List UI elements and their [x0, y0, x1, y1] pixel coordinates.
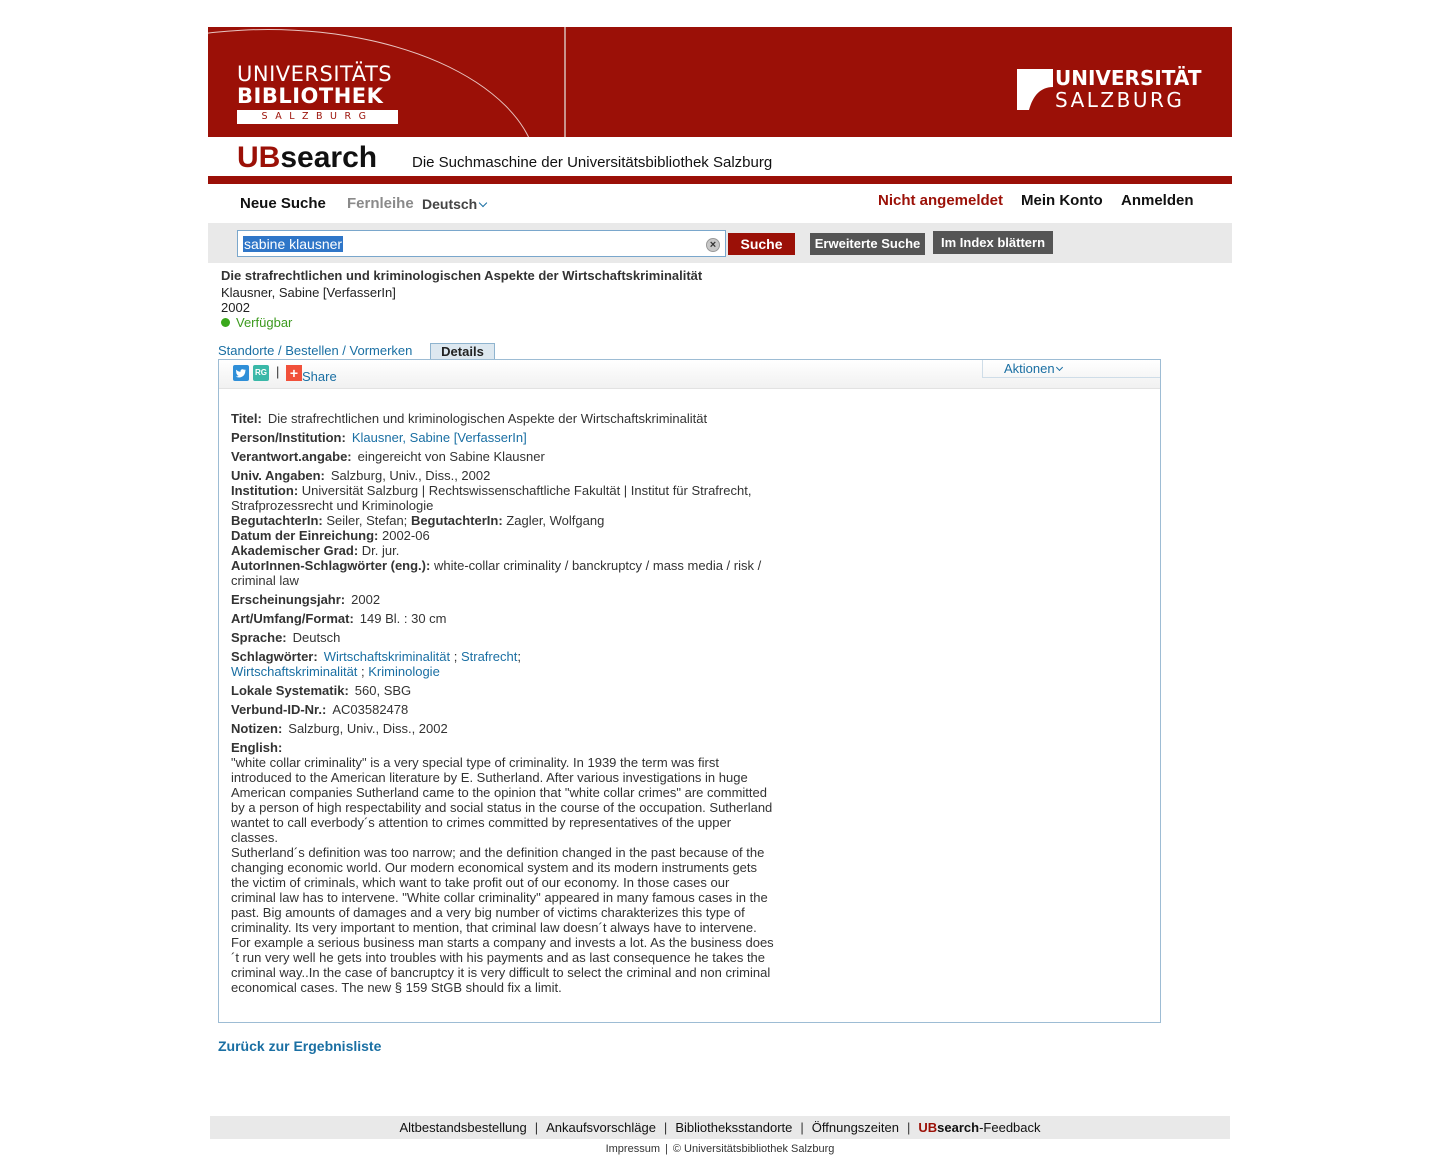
search-bar [208, 223, 1232, 263]
field-value: Die strafrechtlichen und kriminologischen Aspekte der Wirtschaftskriminalität [267, 411, 708, 426]
twitter-icon[interactable] [233, 365, 249, 381]
nav-mein-konto[interactable]: Mein Konto [1021, 192, 1103, 209]
clear-search-icon[interactable]: × [706, 238, 720, 252]
field-value: 560, SBG [354, 683, 412, 698]
field-label: Univ. Angaben: [231, 468, 325, 483]
researchgate-icon[interactable]: RG [253, 365, 269, 381]
field-value: white-collar criminality / banckruptcy / mass media / risk / criminal law [231, 558, 762, 588]
available-dot-icon [221, 318, 230, 327]
field-label: BegutachterIn: [410, 513, 503, 528]
field-label: Lokale Systematik: [231, 683, 349, 698]
universitaetsbibliothek-logo[interactable] [237, 63, 402, 124]
actions-menu[interactable] [982, 360, 1160, 378]
field-label: Person/Institution: [231, 430, 346, 445]
ub-logo-line2: BIBLIOTHEK [237, 84, 384, 108]
nav-fernleihe[interactable]: Fernleihe [347, 195, 414, 212]
footer-link-standorte[interactable]: Bibliotheksstandorte [675, 1120, 793, 1135]
field-univ [231, 468, 776, 483]
header-banner [208, 27, 1232, 137]
subject-link[interactable]: Wirtschaftskriminalität [231, 664, 358, 679]
field-value: Salzburg, Univ., Diss., 2002 [330, 468, 491, 483]
copyright: © Universitätsbibliothek Salzburg [672, 1143, 835, 1155]
share-link[interactable]: Share [302, 369, 337, 384]
field-label: Sprache: [231, 630, 287, 645]
tab-details[interactable]: Details [430, 343, 495, 360]
availability-label: Verfügbar [236, 315, 293, 330]
field-label: Titel: [231, 411, 262, 426]
field-label: Notizen: [231, 721, 283, 736]
banner-divider [564, 27, 566, 137]
footer-link-ankauf[interactable]: Ankaufsvorschläge [546, 1120, 656, 1135]
field-value: Seiler, Stefan; [326, 513, 408, 528]
subject-link[interactable]: Strafrecht [460, 649, 518, 664]
field-person [231, 430, 776, 445]
ub-logo-line3: SALZBURG [237, 110, 398, 124]
field-value: 149 Bl. : 30 cm [359, 611, 447, 626]
browse-index-button[interactable]: Im Index blättern [933, 231, 1053, 254]
field-value: AC03582478 [332, 702, 409, 717]
record-year: 2002 [221, 300, 250, 315]
details-panel [218, 359, 1161, 1023]
field-institution [231, 483, 776, 513]
field-label: AutorInnen-Schlagwörter (eng.): [231, 558, 431, 573]
field-keywords [231, 558, 776, 588]
field-systematik [231, 683, 776, 698]
university-mark-icon [1017, 69, 1053, 110]
field-label: Art/Umfang/Format: [231, 611, 354, 626]
chevron-down-icon [1056, 364, 1063, 371]
field-label: Schlagwörter: [231, 649, 318, 664]
nav-neue-suche[interactable]: Neue Suche [240, 195, 326, 212]
field-titel [231, 411, 776, 426]
sub-footer [0, 1143, 1440, 1155]
field-jahr [231, 592, 776, 607]
language-label: Deutsch [422, 196, 478, 212]
field-sprache [231, 630, 776, 645]
field-datum [231, 528, 776, 543]
record-author: Klausner, Sabine [VerfasserIn] [221, 285, 396, 300]
search-button[interactable]: Suche [728, 233, 795, 255]
search-query-text: sabine klausner [244, 236, 343, 252]
ubsearch-logo-search: search [280, 141, 378, 174]
field-label: BegutachterIn: [231, 513, 323, 528]
footer-link-altbestand[interactable]: Altbestandsbestellung [399, 1120, 527, 1135]
share-toolbar [219, 360, 1160, 389]
feedback-search: search [937, 1120, 980, 1135]
footer-separator: | [907, 1120, 911, 1135]
nav-anmelden[interactable]: Anmelden [1121, 192, 1194, 209]
language-select[interactable] [422, 196, 486, 212]
field-value: eingereicht von Sabine Klausner [357, 449, 545, 464]
chevron-down-icon [479, 199, 487, 207]
back-to-results-link[interactable]: Zurück zur Ergebnisliste [218, 1038, 382, 1054]
field-verbund [231, 702, 776, 717]
ub-logo-line1: UNIVERSITÄTS [237, 62, 393, 86]
footer-separator: | [534, 1120, 539, 1135]
brand-tagline: Die Suchmaschine der Universitätsbibliothek Salzburg [412, 154, 773, 171]
brand-bar [208, 137, 1232, 184]
footer-separator: | [663, 1120, 668, 1135]
subject-link[interactable]: Wirtschaftskriminalität [323, 649, 451, 664]
field-value: Salzburg, Univ., Diss., 2002 [288, 721, 448, 736]
tab-standorte[interactable]: Standorte / Bestellen / Vormerken [218, 343, 413, 358]
field-grad [231, 543, 776, 558]
field-schlagwoerter: Schlagwörter: Wirtschaftskriminalität ; Strafrecht; Wirtschaftskriminalität ; Kriminologie [231, 649, 521, 679]
availability-status [221, 315, 1021, 330]
field-value: Deutsch [292, 630, 341, 645]
field-label: Erscheinungsjahr: [231, 592, 346, 607]
footer-separator: | [664, 1143, 668, 1155]
field-label: Akademischer Grad: [231, 543, 359, 558]
share-plus-icon[interactable]: + [286, 365, 302, 381]
field-gutachter [231, 513, 776, 528]
field-label: English: [231, 740, 283, 755]
field-label: Verantwort.angabe: [231, 449, 352, 464]
ubsearch-logo[interactable] [237, 141, 377, 175]
field-value: 2002 [351, 592, 381, 607]
field-notizen [231, 721, 776, 736]
abstract-paragraph-2: Sutherland´s definition was too narrow; and the definition changed in the past because of the changing economic world. Our modern economical system and its modern instruments gets the victim of criminals, which want to take profit out of our economy. In those cases our criminal law has to intervene. "White collar criminality" appeared in many famous cases in the past. Big amounts of damages and a very big number of victims charakterizes this type of criminality. Its very important to mention, that criminal law doesn´t always have to intervene. For example a serious business man starts a company and invests a lot. As the business does ´t run very well he gets into troubles with his payments and as last consequence he takes the criminal way..In the case of bancruptcy it is very difficult to select the criminal and non criminal economical cases. The new § 159 StGB should fix a limit. [231, 845, 774, 995]
advanced-search-button[interactable]: Erweiterte Suche [810, 233, 925, 255]
field-value: 2002-06 [381, 528, 430, 543]
main-nav [208, 184, 1232, 223]
actions-label: Aktionen [1004, 361, 1055, 376]
footer-link-feedback[interactable] [918, 1120, 1040, 1135]
subject-link[interactable]: Kriminologie [368, 664, 440, 679]
field-verantwort [231, 449, 776, 464]
field-value: Universität Salzburg | Rechtswissenschaftliche Fakultät | Institut für Strafrecht, Strafprozessrecht und Kriminologie [231, 483, 752, 513]
field-label: Datum der Einreichung: [231, 528, 379, 543]
field-value: Zagler, Wolfgang [506, 513, 605, 528]
login-status: Nicht angemeldet [878, 192, 1004, 209]
field-label: Verbund-ID-Nr.: [231, 702, 327, 717]
details-fields [231, 411, 776, 995]
person-link[interactable]: Klausner, Sabine [VerfasserIn] [351, 430, 527, 445]
uni-logo-line2: SALZBURG [1055, 88, 1185, 112]
impressum-link[interactable]: Impressum [605, 1143, 660, 1155]
footer-link-oeffnungszeiten[interactable]: Öffnungszeiten [811, 1120, 899, 1135]
record-summary [221, 268, 1021, 330]
abstract-paragraph-1: "white collar criminality" is a very special type of criminality. In 1939 the term was first introduced to the American literature by E. Sutherland. After various investigations in huge American companies Sutherland came to the opinion that "white collar crimes" are committed by a person of high respectability and social status in the course of the occupation. Sutherland wantet to call everbody´s attention to crimes committed by representatives of the upper classes. [231, 755, 773, 845]
field-label: Institution: [231, 483, 299, 498]
feedback-suffix: -Feedback [979, 1120, 1041, 1135]
field-format [231, 611, 776, 626]
uni-logo-line1: UNIVERSITÄT [1055, 66, 1202, 90]
brand-divider [208, 176, 1232, 184]
footer-links [210, 1116, 1230, 1139]
record-title: Die strafrechtlichen und kriminologischen Aspekte der Wirtschaftskriminalität [221, 268, 703, 283]
field-english [231, 740, 776, 995]
feedback-ub: UB [918, 1120, 938, 1135]
search-input[interactable] [237, 230, 726, 257]
ubsearch-logo-ub: UB [237, 141, 281, 174]
footer-separator: | [800, 1120, 804, 1135]
actions-dropdown[interactable] [1004, 361, 1062, 376]
toolbar-separator: | [276, 364, 280, 379]
field-value: Dr. jur. [361, 543, 400, 558]
